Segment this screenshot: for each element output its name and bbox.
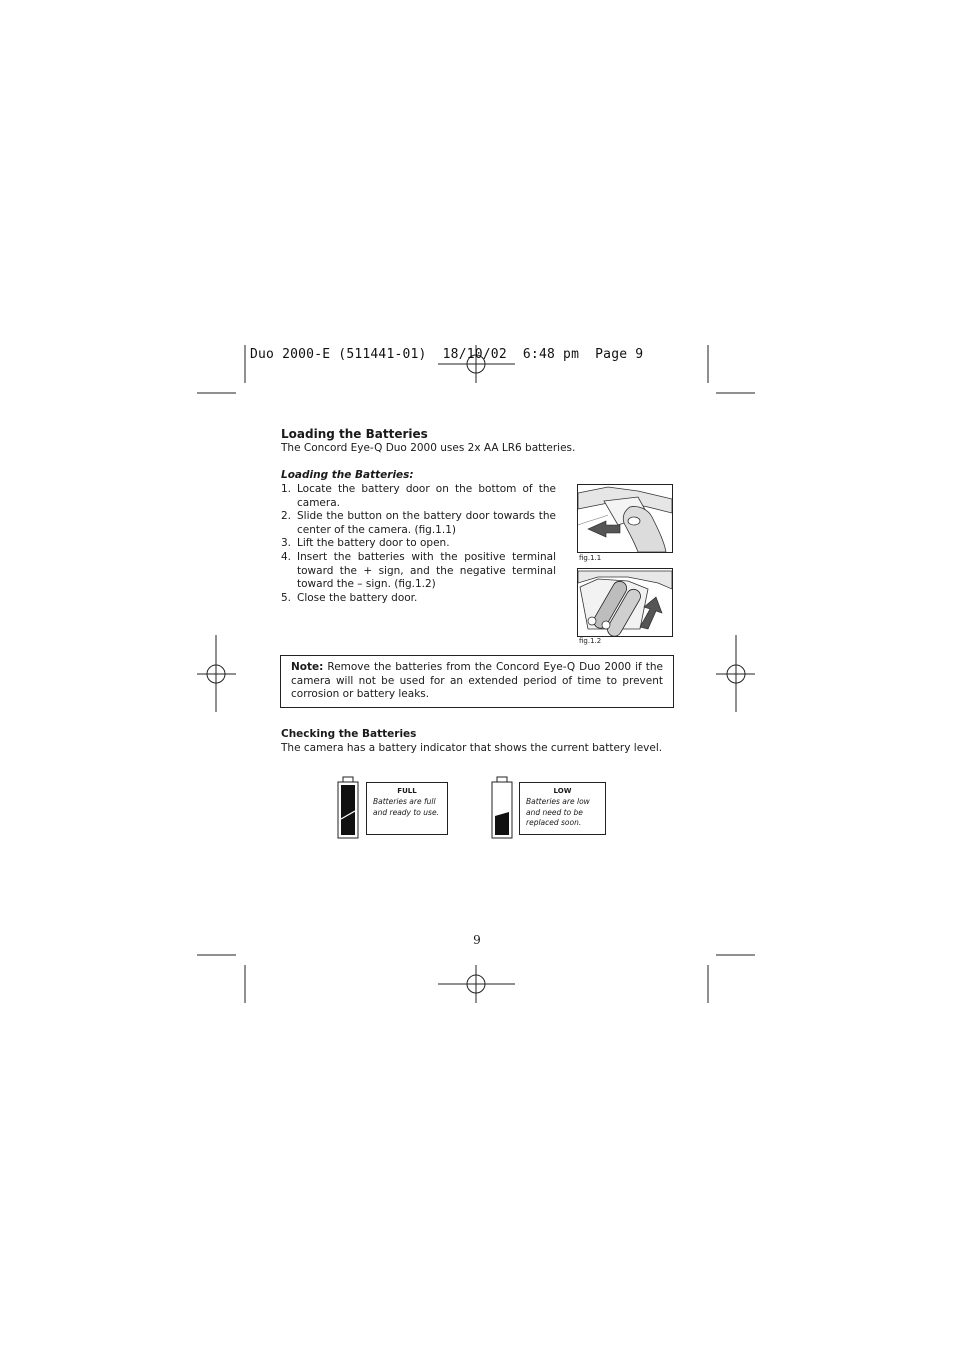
step-text: Slide the button on the battery door towards the center of the camera. (fig.1.1) bbox=[297, 510, 556, 536]
steps-list bbox=[281, 483, 556, 605]
camera-bottom-illustration bbox=[578, 485, 672, 552]
arrow-icon bbox=[588, 521, 620, 537]
intro-text: The Concord Eye-Q Duo 2000 uses 2x AA LR6 batteries. bbox=[281, 442, 576, 454]
figure-caption: fig.1.2 bbox=[579, 637, 602, 645]
indicator-title: LOW bbox=[553, 787, 572, 795]
list-item bbox=[281, 483, 556, 510]
figure-caption: fig.1.1 bbox=[579, 554, 602, 562]
indicator-text: Batteries are full and ready to use. bbox=[373, 797, 439, 817]
step-number: 3. bbox=[281, 537, 292, 550]
list-item bbox=[281, 592, 556, 606]
battery-low-icon bbox=[490, 776, 514, 840]
section-title-loading: Loading the Batteries bbox=[281, 427, 428, 441]
note-box bbox=[280, 655, 674, 708]
figure-battery-door bbox=[577, 484, 673, 553]
list-item bbox=[281, 551, 556, 592]
note-text: Remove the batteries from the Concord Eye-Q Duo 2000 if the camera will not be used for an extended period of time to prevent corrosion or battery leaks. bbox=[291, 661, 663, 701]
battery-full-legend bbox=[366, 782, 448, 835]
indicator-text: Batteries are low and need to be replaced soon. bbox=[526, 797, 590, 827]
step-number: 5. bbox=[281, 591, 292, 604]
section-description: The camera has a battery indicator that shows the current battery level. bbox=[281, 742, 663, 754]
section-title-checking: Checking the Batteries bbox=[281, 728, 417, 740]
print-slug: Duo 2000-E (511441-01) 18/10/02 6:48 pm Page 9 bbox=[250, 347, 644, 362]
indicator-title: FULL bbox=[397, 787, 417, 795]
step-number: 2. bbox=[281, 510, 292, 523]
step-number: 1. bbox=[281, 483, 292, 495]
step-text: Lift the battery door to open. bbox=[297, 537, 450, 550]
page-number: 9 bbox=[473, 933, 481, 947]
step-text: Close the battery door. bbox=[297, 591, 418, 604]
figure-battery-insert bbox=[577, 568, 673, 637]
battery-compartment-illustration bbox=[578, 569, 672, 636]
subsection-title: Loading the Batteries: bbox=[281, 469, 414, 481]
step-number: 4. bbox=[281, 550, 292, 563]
step-text: Locate the battery door on the bottom of the camera. bbox=[297, 483, 556, 509]
battery-full-icon bbox=[336, 776, 360, 840]
step-text: Insert the batteries with the positive terminal toward the + sign, and the negative terminal toward the – sign. (fig.1.2) bbox=[297, 550, 556, 591]
battery-low-legend bbox=[519, 782, 606, 835]
list-item bbox=[281, 537, 556, 551]
note-label: Note: bbox=[291, 661, 324, 673]
list-item bbox=[281, 510, 556, 537]
